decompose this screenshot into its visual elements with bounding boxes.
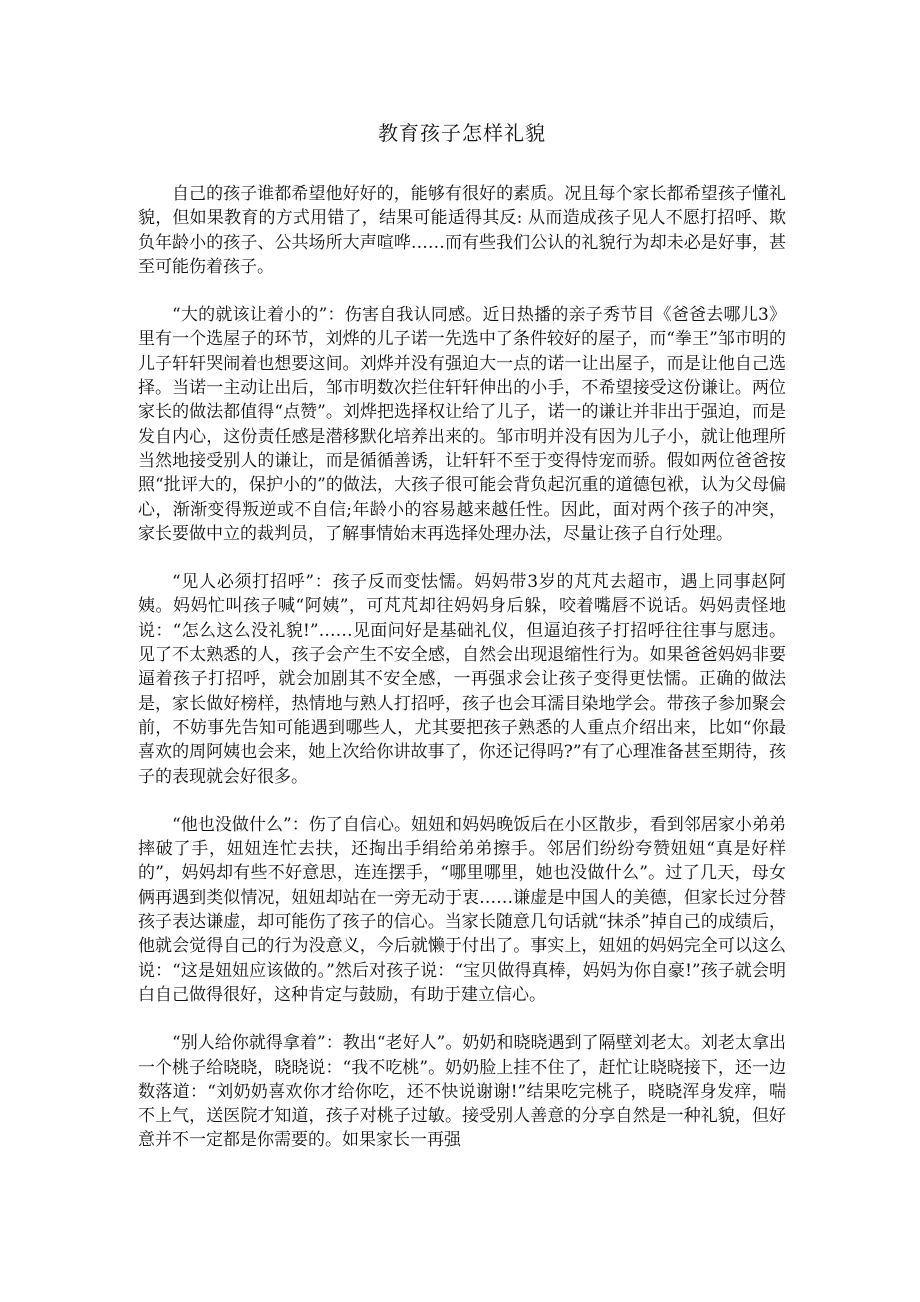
paragraph-modesty: “他也没做什么”：伤了自信心。妞妞和妈妈晚饭后在小区散步，看到邻居家小弟弟摔破了手，妞妞连忙去扶，还掏出手绢给弟弟擦手。邻居们纷纷夸赞妞妞“真是好样的”，妈妈却有些不好意思，连连摆手，“哪里哪里，她也没做什么”。过了几天，母女俩再遇到类似情况，妞妞却站在一旁无动于衷……谦虚是中国人的美德，但家长过分替孩子表达谦虚，却可能伤了孩子的信心。当家长随意几句话就“抹杀”掉自己的成绩后，他就会觉得自己的行为没意义，今后就懒于付出了。事实上，妞妞的妈妈完全可以这么说：“这是妞妞应该做的。”然后对孩子说：“宝贝做得真棒，妈妈为你自豪!”孩子就会明白自己做得很好，这种肯定与鼓励，有助于建立信心。 [138,814,786,1005]
paragraph-intro: 自己的孩子谁都希望他好好的，能够有很好的素质。况且每个家长都希望孩子懂礼貌，但如果教育的方式用错了，结果可能适得其反: 从而造成孩子见人不愿打招呼、欺负年龄小的孩子、公共场所大声喧哗……而有些我们公认的礼貌行为却未必是好事，甚至可能伤着孩子。 [138,184,786,277]
document-page [138,118,786,1177]
document-title: 教育孩子怎样礼貌 [378,121,546,145]
paragraph-yield-to-younger: “大的就该让着小的”：伤害自我认同感。近日热播的亲子秀节目《爸爸去哪儿3》里有一个选屋子的环节，刘烨的儿子诺一先选中了条件较好的屋子，而“拳王”邹市明的儿子轩轩哭闹着也想要这间。刘烨并没有强迫大一点的诺一让出屋子，而是让他自己选择。当诺一主动让出后，邹市明数次拦住轩轩伸出的小手，不希望接受这份谦让。两位家长的做法都值得“点赞”。刘烨把选择权让给了儿子，诺一的谦让并非出于强迫，而是发自内心，这份责任感是潜移默化培养出来的。邹市明并没有因为儿子小，就让他理所当然地接受别人的谦让，而是循循善诱，让轩轩不至于变得恃宠而骄。假如两位爸爸按照“批评大的，保护小的”的做法，大孩子很可能会背负起沉重的道德包袱，认为父母偏心，渐渐变得叛逆或不自信;年龄小的容易越来越任性。因此，面对两个孩子的冲突，家长要做中立的裁判员，了解事情始末再选择处理办法，尽量让孩子自行处理。 [138,305,786,544]
paragraph-must-greet: “见人必须打招呼”：孩子反而变怯懦。妈妈带3岁的芃芃去超市，遇上同事赵阿姨。妈妈忙叫孩子喊“阿姨”，可芃芃却往妈妈身后躲，咬着嘴唇不说话。妈妈责怪地说：“怎么这么没礼貌!”……见面问好是基础礼仪，但逼迫孩子打招呼往往事与愿违。见了不太熟悉的人，孩子会产生不安全感，自然会出现退缩性行为。如果爸爸妈妈非要逼着孩子打招呼，就会加剧其不安全感，一再强求会让孩子变得更怯懦。正确的做法是，家长做好榜样，热情地与熟人打招呼，孩子也会耳濡目染地学会。带孩子参加聚会前，不妨事先告知可能遇到哪些人，尤其要把孩子熟悉的人重点介绍出来，比如“你最喜欢的周阿姨也会来，她上次给你讲故事了，你还记得吗?”有了心理准备甚至期待，孩子的表现就会好很多。 [138,572,786,787]
paragraph-accept-gifts: “别人给你就得拿着”：教出“老好人”。奶奶和晓晓遇到了隔壁刘老太。刘老太拿出一个桃子给晓晓，晓晓说：“我不吃桃”。奶奶脸上挂不住了，赶忙让晓晓接下，还一边数落道：“刘奶奶喜欢你才给你吃，还不快说谢谢!”结果吃完桃子，晓晓浑身发痒，喘不上气，送医院才知道，孩子对桃子过敏。接受别人善意的分享自然是一种礼貌，但好意并不一定都是你需要的。如果家长一再强 [138,1033,786,1151]
